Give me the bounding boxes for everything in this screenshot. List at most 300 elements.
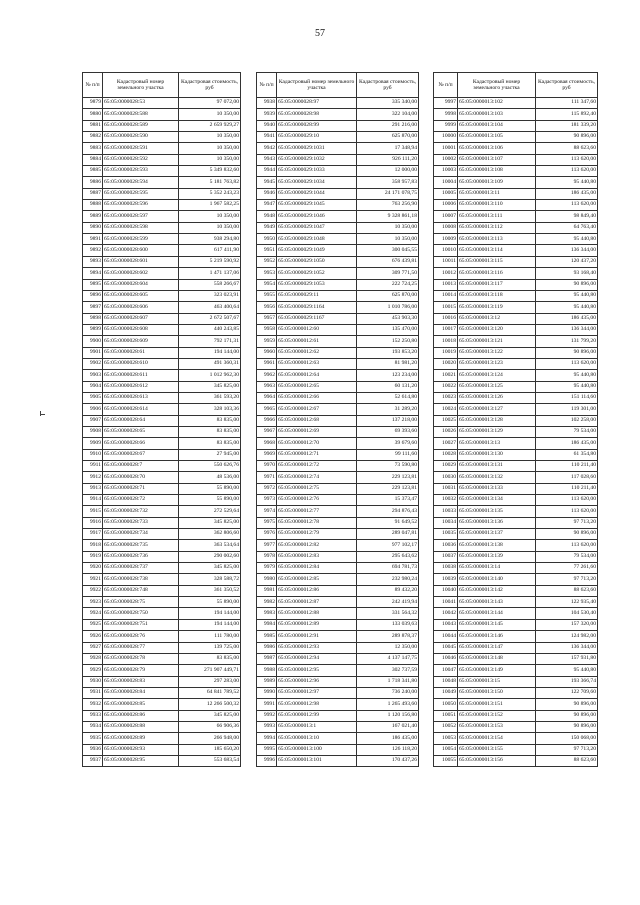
row-number: 10044 (434, 631, 458, 642)
cadastral-number: 65:05:0000013:136 (458, 517, 536, 528)
table-row (257, 585, 419, 596)
row-number: 9899 (83, 324, 103, 335)
cadastral-number: 65:05:0000028:598 (103, 222, 179, 233)
row-number: 10045 (434, 642, 458, 653)
row-number: 10012 (434, 268, 458, 279)
cadastral-value: 289 878,37 (357, 631, 419, 642)
row-number: 10011 (434, 256, 458, 267)
cadastral-value: 625 870,00 (357, 290, 419, 301)
row-number: 9930 (83, 676, 103, 687)
table-row (83, 540, 241, 551)
row-number: 9894 (83, 268, 103, 279)
cadastral-value: 90 896,00 (536, 279, 598, 290)
cadastral-number: 65:05:0000029:11 (277, 290, 357, 301)
row-number: 9987 (257, 653, 277, 664)
table-row (83, 597, 241, 608)
cadastral-number: 65:05:0000028:611 (103, 370, 179, 381)
cadastral-number: 65:05:0000029:1050 (277, 256, 357, 267)
row-number: 9989 (257, 676, 277, 687)
cadastral-number: 65:05:0000012:87 (277, 597, 357, 608)
row-number: 9926 (83, 631, 103, 642)
cadastral-value: 295 643,62 (357, 551, 419, 562)
row-number: 10035 (434, 529, 458, 540)
cadastral-value: 331 564,32 (357, 608, 419, 619)
table-row (83, 653, 241, 664)
cadastral-table-1 (82, 72, 241, 767)
row-number: 9917 (83, 529, 103, 540)
table-row (257, 426, 419, 437)
table-row (434, 495, 598, 506)
row-number: 10034 (434, 517, 458, 528)
cadastral-value: 322 104,00 (357, 109, 419, 120)
cadastral-number: 65:05:0000012:91 (277, 631, 357, 642)
cadastral-value: 676 439,81 (357, 256, 419, 267)
row-number: 9954 (257, 279, 277, 290)
cadastral-number: 65:05:0000028:748 (103, 585, 179, 596)
cadastral-number: 65:05:0000028:590 (103, 132, 179, 143)
row-number: 9967 (257, 426, 277, 437)
cadastral-number: 65:05:0000012:89 (277, 619, 357, 630)
cadastral-number: 65:05:0000013:153 (458, 721, 536, 732)
row-number: 9942 (257, 143, 277, 154)
cadastral-value: 5 349 832,60 (179, 166, 241, 177)
cadastral-number: 65:05:0000013:1 (277, 721, 357, 732)
table-row (83, 415, 241, 426)
row-number: 9974 (257, 506, 277, 517)
cadastral-number: 65:05:0000013:12 (458, 313, 536, 324)
row-number: 10009 (434, 234, 458, 245)
row-number: 9925 (83, 619, 103, 630)
cadastral-value: 120 437,20 (536, 256, 598, 267)
cadastral-value: 111 347,60 (536, 98, 598, 109)
table-row (257, 699, 419, 710)
cadastral-number: 65:05:0000028:71 (103, 483, 179, 494)
table-row (83, 256, 241, 267)
row-number: 9936 (83, 744, 103, 755)
row-number: 9919 (83, 551, 103, 562)
cadastral-value: 297 283,00 (179, 676, 241, 687)
cadastral-value: 113 620,00 (536, 200, 598, 211)
table-row (83, 324, 241, 335)
table-row (257, 608, 419, 619)
cadastral-value: 12 350,00 (357, 642, 419, 653)
table-row (83, 506, 241, 517)
cadastral-number: 65:05:0000028:93 (103, 744, 179, 755)
table-row (434, 744, 598, 755)
table-row (257, 710, 419, 721)
cadastral-number: 65:05:0000013:120 (458, 324, 536, 335)
cadastral-value: 69 393,60 (357, 426, 419, 437)
cadastral-value: 83 835,00 (179, 653, 241, 664)
cadastral-value: 122 935,40 (536, 597, 598, 608)
cadastral-number: 65:05:0000029:1049 (277, 245, 357, 256)
row-number: 9929 (83, 665, 103, 676)
cadastral-value: 194 144,00 (179, 619, 241, 630)
table-row (434, 551, 598, 562)
row-number: 9947 (257, 200, 277, 211)
table-row (257, 449, 419, 460)
cadastral-value: 242 419,94 (357, 597, 419, 608)
cadastral-value: 5 352 243,23 (179, 188, 241, 199)
cadastral-number: 65:05:0000013:124 (458, 370, 536, 381)
table-row (434, 358, 598, 369)
cadastral-value: 1 718 341,80 (357, 676, 419, 687)
row-number: 9931 (83, 687, 103, 698)
cadastral-value: 97 713,20 (536, 574, 598, 585)
table-row (434, 472, 598, 483)
cadastral-value: 185 650,20 (179, 744, 241, 755)
cadastral-number: 65:05:0000013:116 (458, 268, 536, 279)
row-number: 9905 (83, 392, 103, 403)
cadastral-number: 65:05:0000028:732 (103, 506, 179, 517)
cadastral-number: 65:05:0000012:98 (277, 699, 357, 710)
cadastral-value: 137 218,00 (357, 415, 419, 426)
row-number: 9956 (257, 302, 277, 313)
cadastral-value: 17 348,94 (357, 143, 419, 154)
cadastral-value: 186 435,00 (536, 188, 598, 199)
cadastral-value: 12 000,00 (357, 166, 419, 177)
row-number: 9991 (257, 699, 277, 710)
table-row (434, 755, 598, 766)
table-row (434, 404, 598, 415)
cadastral-number: 65:05:0000029:1033 (277, 166, 357, 177)
cadastral-number: 65:05:0000013:129 (458, 426, 536, 437)
row-number: 9993 (257, 721, 277, 732)
table-row (434, 540, 598, 551)
cadastral-number: 65:05:0000028:599 (103, 234, 179, 245)
cadastral-number: 65:05:0000028:588 (103, 109, 179, 120)
row-number: 10037 (434, 551, 458, 562)
cadastral-number: 65:05:0000029:1044 (277, 188, 357, 199)
cadastral-value: 151 114,60 (536, 392, 598, 403)
header-cadastral-number: Кадастровый номер земельного участка (277, 73, 357, 98)
cadastral-number: 65:05:0000013:145 (458, 619, 536, 630)
table-row (434, 642, 598, 653)
row-number: 9901 (83, 347, 103, 358)
cadastral-number: 65:05:0000028:605 (103, 290, 179, 301)
cadastral-value: 136 344,00 (536, 324, 598, 335)
cadastral-value: 24 171 078,75 (357, 188, 419, 199)
cadastral-value: 95 440,80 (536, 177, 598, 188)
cadastral-value: 113 620,00 (536, 358, 598, 369)
row-number: 9918 (83, 540, 103, 551)
row-number: 9979 (257, 563, 277, 574)
cadastral-value: 362 806,60 (179, 529, 241, 540)
header-num: № п/п (83, 73, 103, 98)
cadastral-number: 65:05:0000012:72 (277, 461, 357, 472)
row-number: 10016 (434, 313, 458, 324)
header-cadastral-value: Кадастровая стоимость, руб (179, 73, 241, 98)
table-row (434, 483, 598, 494)
table-row (257, 177, 419, 188)
cadastral-number: 65:05:0000028:751 (103, 619, 179, 630)
cadastral-number: 65:05:0000029:1167 (277, 313, 357, 324)
cadastral-number: 65:05:0000012:63 (277, 358, 357, 369)
table-row (434, 506, 598, 517)
row-number: 9940 (257, 120, 277, 131)
table-row (83, 472, 241, 483)
cadastral-number: 65:05:0000028:591 (103, 143, 179, 154)
cadastral-value: 290 002,60 (179, 551, 241, 562)
cadastral-value: 95 440,80 (536, 665, 598, 676)
table-row (83, 279, 241, 290)
cadastral-number: 65:05:0000012:95 (277, 665, 357, 676)
cadastral-value: 186 435,00 (357, 733, 419, 744)
row-number: 9879 (83, 98, 103, 109)
row-number: 9978 (257, 551, 277, 562)
cadastral-number: 65:05:0000029:1034 (277, 177, 357, 188)
row-number: 10026 (434, 426, 458, 437)
table-row (434, 733, 598, 744)
row-number: 10049 (434, 687, 458, 698)
table-row (434, 517, 598, 528)
cadastral-number: 65:05:0000013:123 (458, 358, 536, 369)
table-row (257, 381, 419, 392)
table-row (83, 166, 241, 177)
cadastral-number: 65:05:0000012:64 (277, 370, 357, 381)
table-row (83, 449, 241, 460)
row-number: 9932 (83, 699, 103, 710)
row-number: 9881 (83, 120, 103, 131)
row-number: 9998 (434, 109, 458, 120)
cadastral-number: 65:05:0000013:143 (458, 597, 536, 608)
row-number: 10019 (434, 347, 458, 358)
table-row (434, 256, 598, 267)
cadastral-value: 89 432,20 (357, 585, 419, 596)
cadastral-number: 65:05:0000028:76 (103, 631, 179, 642)
cadastral-number: 65:05:0000013:139 (458, 551, 536, 562)
cadastral-value: 266 948,00 (179, 733, 241, 744)
cadastral-number: 65:05:0000012:68 (277, 415, 357, 426)
table-row (83, 120, 241, 131)
cadastral-number: 65:05:0000029:1047 (277, 222, 357, 233)
table-row (257, 404, 419, 415)
cadastral-value: 1 471 137,06 (179, 268, 241, 279)
row-number: 10017 (434, 324, 458, 335)
table-row (257, 642, 419, 653)
table-row (257, 676, 419, 687)
table-row (257, 744, 419, 755)
table-row (434, 665, 598, 676)
cadastral-number: 65:05:0000013:108 (458, 166, 536, 177)
cadastral-value: 111 780,00 (179, 631, 241, 642)
cadastral-number: 65:05:0000028:86 (103, 710, 179, 721)
cadastral-value: 938 294,80 (179, 234, 241, 245)
cadastral-value: 550 626,76 (179, 461, 241, 472)
table-row (257, 755, 419, 766)
row-number: 9969 (257, 449, 277, 460)
cadastral-number: 65:05:0000028:612 (103, 381, 179, 392)
row-number: 10055 (434, 755, 458, 766)
row-number: 10018 (434, 336, 458, 347)
cadastral-number: 65:05:0000013:132 (458, 472, 536, 483)
cadastral-number: 65:05:0000013:147 (458, 642, 536, 653)
row-number: 9914 (83, 495, 103, 506)
table-row (257, 438, 419, 449)
cadastral-number: 65:05:0000028:85 (103, 699, 179, 710)
cadastral-value: 5 181 763,82 (179, 177, 241, 188)
cadastral-number: 65:05:0000013:133 (458, 483, 536, 494)
table-row (257, 98, 419, 109)
table-row (257, 540, 419, 551)
cadastral-number: 65:05:0000013:144 (458, 608, 536, 619)
table-row (434, 426, 598, 437)
cadastral-number: 65:05:0000028:75 (103, 597, 179, 608)
table-row (83, 687, 241, 698)
cadastral-value: 113 620,00 (536, 540, 598, 551)
cadastral-number: 65:05:0000028:610 (103, 358, 179, 369)
cadastral-value: 181 339,20 (536, 120, 598, 131)
cadastral-number: 65:05:0000029:10 (277, 132, 357, 143)
table-row (434, 619, 598, 630)
cadastral-number: 65:05:0000013:142 (458, 585, 536, 596)
cadastral-number: 65:05:0000013:13 (458, 438, 536, 449)
row-number: 10040 (434, 585, 458, 596)
row-number: 10036 (434, 540, 458, 551)
table-row (434, 177, 598, 188)
cadastral-number: 65:05:0000013:146 (458, 631, 536, 642)
cadastral-number: 65:05:0000029:1045 (277, 200, 357, 211)
table-row (434, 529, 598, 540)
cadastral-value: 345 825,00 (179, 563, 241, 574)
row-number: 9960 (257, 347, 277, 358)
cadastral-value: 186 435,00 (536, 438, 598, 449)
table-row (83, 245, 241, 256)
row-number: 9945 (257, 177, 277, 188)
cadastral-value: 139 725,00 (179, 642, 241, 653)
table-row (83, 426, 241, 437)
row-number: 10051 (434, 710, 458, 721)
cadastral-number: 65:05:0000013:114 (458, 245, 536, 256)
cadastral-value: 229 123,81 (357, 472, 419, 483)
row-number: 10030 (434, 472, 458, 483)
margin-mark (40, 411, 41, 416)
cadastral-number: 65:05:0000012:69 (277, 426, 357, 437)
table-row (257, 597, 419, 608)
row-number: 9972 (257, 483, 277, 494)
cadastral-value: 95 440,80 (536, 302, 598, 313)
cadastral-number: 65:05:0000028:66 (103, 438, 179, 449)
cadastral-number: 65:05:0000013:150 (458, 687, 536, 698)
row-number: 9907 (83, 415, 103, 426)
cadastral-number: 65:05:0000028:98 (277, 109, 357, 120)
cadastral-value: 39 679,60 (357, 438, 419, 449)
cadastral-number: 65:05:0000028:734 (103, 529, 179, 540)
table-row (434, 200, 598, 211)
row-number: 10020 (434, 358, 458, 369)
row-number: 9896 (83, 290, 103, 301)
cadastral-number: 65:05:0000012:85 (277, 574, 357, 585)
table-row (257, 109, 419, 120)
cadastral-number: 65:05:0000028:64 (103, 415, 179, 426)
row-number: 9999 (434, 120, 458, 131)
table-row (257, 517, 419, 528)
row-number: 9957 (257, 313, 277, 324)
table-header-row (257, 73, 419, 98)
cadastral-value: 102 258,00 (536, 415, 598, 426)
row-number: 9922 (83, 585, 103, 596)
table-row (434, 245, 598, 256)
table-row (434, 347, 598, 358)
cadastral-number: 65:05:0000013:104 (458, 120, 536, 131)
row-number: 10027 (434, 438, 458, 449)
cadastral-number: 65:05:0000028:738 (103, 574, 179, 585)
cadastral-number: 65:05:0000012:94 (277, 653, 357, 664)
cadastral-number: 65:05:0000028:593 (103, 166, 179, 177)
table-row (434, 449, 598, 460)
table-row (83, 642, 241, 653)
cadastral-value: 232 980,24 (357, 574, 419, 585)
table-row (257, 631, 419, 642)
row-number: 9977 (257, 540, 277, 551)
row-number: 10054 (434, 744, 458, 755)
table-row (434, 324, 598, 335)
table-row (83, 631, 241, 642)
row-number: 9884 (83, 154, 103, 165)
row-number: 9961 (257, 358, 277, 369)
cadastral-value: 440 243,85 (179, 324, 241, 335)
cadastral-number: 65:05:0000028:614 (103, 404, 179, 415)
cadastral-value: 31 289,20 (357, 404, 419, 415)
cadastral-number: 65:05:0000013:112 (458, 222, 536, 233)
cadastral-number: 65:05:0000013:138 (458, 540, 536, 551)
row-number: 9915 (83, 506, 103, 517)
row-number: 9887 (83, 188, 103, 199)
cadastral-value: 88 623,60 (536, 585, 598, 596)
row-number: 9983 (257, 608, 277, 619)
cadastral-value: 1 012 962,30 (179, 370, 241, 381)
cadastral-number: 65:05:0000013:149 (458, 665, 536, 676)
cadastral-value: 64 841 789,52 (179, 687, 241, 698)
cadastral-value: 90 896,00 (536, 132, 598, 143)
cadastral-number: 65:05:0000013:128 (458, 415, 536, 426)
row-number: 9891 (83, 234, 103, 245)
cadastral-number: 65:05:0000028:89 (103, 733, 179, 744)
cadastral-number: 65:05:0000013:137 (458, 529, 536, 540)
row-number: 10002 (434, 154, 458, 165)
cadastral-number: 65:05:0000013:135 (458, 506, 536, 517)
cadastral-number: 65:05:0000028:735 (103, 540, 179, 551)
cadastral-value: 193 366,74 (536, 676, 598, 687)
table-row (434, 585, 598, 596)
row-number: 10042 (434, 608, 458, 619)
table-row (257, 222, 419, 233)
cadastral-value: 104 530,40 (536, 608, 598, 619)
table-row (434, 222, 598, 233)
cadastral-value: 309 771,50 (357, 268, 419, 279)
header-num: № п/п (257, 73, 277, 98)
table-row (434, 653, 598, 664)
cadastral-value: 167 021,40 (357, 721, 419, 732)
cadastral-value: 328 103,36 (179, 404, 241, 415)
cadastral-number: 65:05:0000029:1164 (277, 302, 357, 313)
cadastral-value: 90 896,00 (536, 347, 598, 358)
cadastral-value: 90 896,00 (536, 710, 598, 721)
cadastral-number: 65:05:0000013:134 (458, 495, 536, 506)
cadastral-value: 124 982,00 (536, 631, 598, 642)
header-num: № п/п (434, 73, 458, 98)
cadastral-number: 65:05:0000012:86 (277, 585, 357, 596)
cadastral-value: 52 614,80 (357, 392, 419, 403)
cadastral-value: 131 799,20 (536, 336, 598, 347)
cadastral-value: 300 045,55 (357, 245, 419, 256)
row-number: 10048 (434, 676, 458, 687)
table-row (434, 597, 598, 608)
table-row (83, 676, 241, 687)
row-number: 9910 (83, 449, 103, 460)
row-number: 9886 (83, 177, 103, 188)
cadastral-number: 65:05:0000013:103 (458, 109, 536, 120)
